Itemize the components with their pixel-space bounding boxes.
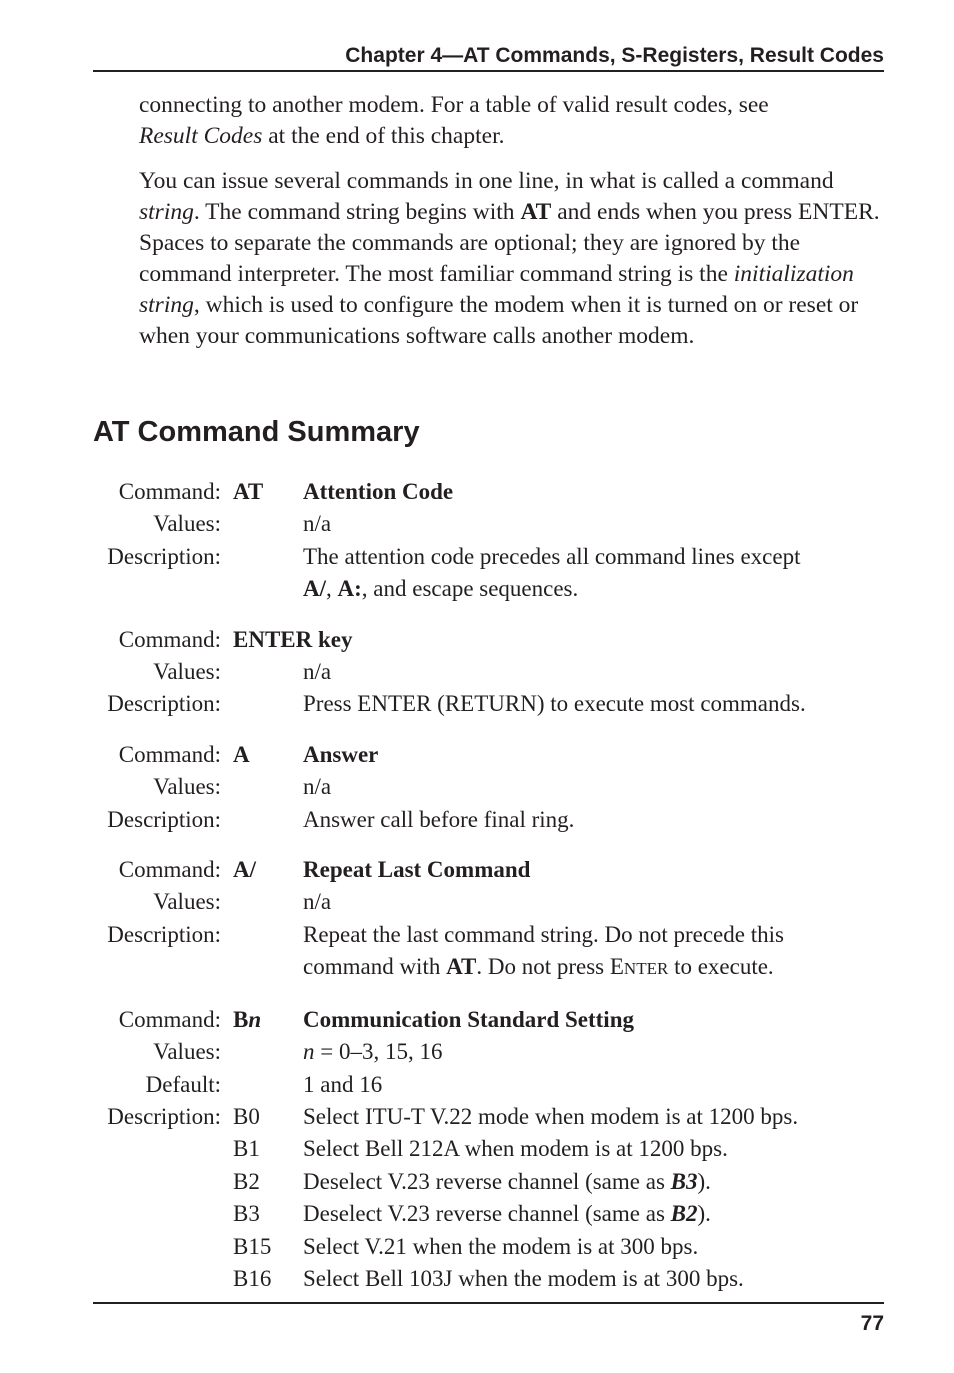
p2-text-d: , which is used to configure the modem when it is turned on or reset or when your communications software calls another modem. [139, 292, 859, 349]
command-label: Command: [118, 1006, 221, 1032]
option-code: B15 [233, 1233, 272, 1259]
command-code: A/ [233, 857, 256, 883]
command-name: Repeat Last Command [303, 857, 531, 883]
command-code: ENTER key [233, 626, 353, 652]
p2-italic-string: string [139, 199, 194, 225]
command-label: Command: [118, 479, 221, 504]
description-label: Description: [107, 806, 221, 832]
description-label: Description: [107, 921, 221, 947]
option-text: Select ITU-T V.22 mode when modem is at 1200 bps. [303, 1103, 799, 1129]
running-header [93, 42, 884, 72]
description-text: Press ENTER (RETURN) to execute most commands. [303, 691, 806, 717]
command-label: Command: [118, 741, 221, 767]
command-block-bn [93, 1004, 893, 1296]
command-block-a-slash [93, 854, 893, 986]
option-text: Select Bell 103J when the modem is at 300 bps. [303, 1265, 744, 1291]
values-text: n/a [303, 774, 332, 800]
values-text: n/a [303, 889, 332, 915]
values-label: Values: [153, 659, 221, 685]
command-code: AT [233, 479, 264, 504]
command-name: Answer [303, 741, 379, 767]
values-label: Values: [153, 889, 221, 915]
command-code: A [233, 741, 250, 767]
section-title: AT Command Summary [93, 416, 420, 448]
p2-italic-init: initialization string [139, 261, 854, 318]
intro-paragraph-1 [139, 90, 889, 152]
option-code: B2 [233, 1168, 260, 1194]
values-text: n = 0–3, 15, 16 [303, 1039, 443, 1065]
intro-text [139, 90, 889, 366]
command-label: Command: [118, 857, 221, 883]
option-code: B1 [233, 1136, 260, 1162]
description-label: Description: [107, 1103, 221, 1129]
values-label: Values: [153, 774, 221, 800]
command-block-enter [93, 624, 893, 721]
values-text: n/a [303, 511, 332, 537]
command-name: Communication Standard Setting [303, 1006, 634, 1032]
p1-text: connecting to another modem. For a table of valid result codes, see [139, 92, 769, 118]
option-text: Select V.21 when the modem is at 300 bps. [303, 1233, 699, 1259]
values-text: n/a [303, 659, 332, 685]
values-label: Values: [153, 1039, 221, 1065]
description-label: Description: [107, 691, 221, 717]
description-text: Answer call before final ring. [303, 806, 575, 832]
option-code: B3 [233, 1201, 260, 1227]
option-code: B0 [233, 1103, 260, 1129]
command-name: Attention Code [303, 479, 454, 504]
p1-text-end: at the end of this chapter. [262, 123, 505, 149]
chapter-title: Chapter 4—AT Commands, S-Registers, Result Codes [345, 44, 884, 67]
description-text: Repeat the last command string. Do not precede this command with AT. Do not press ENTER to execute. [303, 921, 784, 980]
p2-text-b: . The command string begins with [193, 199, 521, 225]
p2-text-c: and ends when you press ENTER. Spaces to separate the commands are optional; they are ignored by the command interpreter. The most familiar command string is the [139, 199, 880, 287]
option-text: Deselect V.23 reverse channel (same as B2). [303, 1201, 711, 1227]
command-block-a [93, 739, 893, 836]
command-code: Bn [233, 1006, 262, 1032]
intro-paragraph-2 [139, 166, 889, 352]
page-number: 77 [860, 1312, 884, 1335]
p1-italic: Result Codes [139, 123, 263, 149]
option-text: Deselect V.23 reverse channel (same as B3). [303, 1168, 711, 1194]
page-footer [93, 1302, 884, 1336]
description-label: Description: [107, 543, 221, 569]
command-summary [93, 476, 893, 1313]
default-text: 1 and 16 [303, 1071, 383, 1097]
description-text: The attention code precedes all command lines except A/, A:, and escape sequences. [303, 543, 801, 602]
p2-bold-at: AT [520, 199, 552, 225]
option-code: B16 [233, 1265, 272, 1291]
command-label: Command: [118, 626, 221, 652]
default-label: Default: [145, 1071, 221, 1097]
p2-text-a: You can issue several commands in one line, in what is called a command [139, 168, 834, 194]
option-text: Select Bell 212A when modem is at 1200 bps. [303, 1136, 728, 1162]
values-label: Values: [153, 511, 221, 537]
command-block-at [93, 476, 893, 606]
